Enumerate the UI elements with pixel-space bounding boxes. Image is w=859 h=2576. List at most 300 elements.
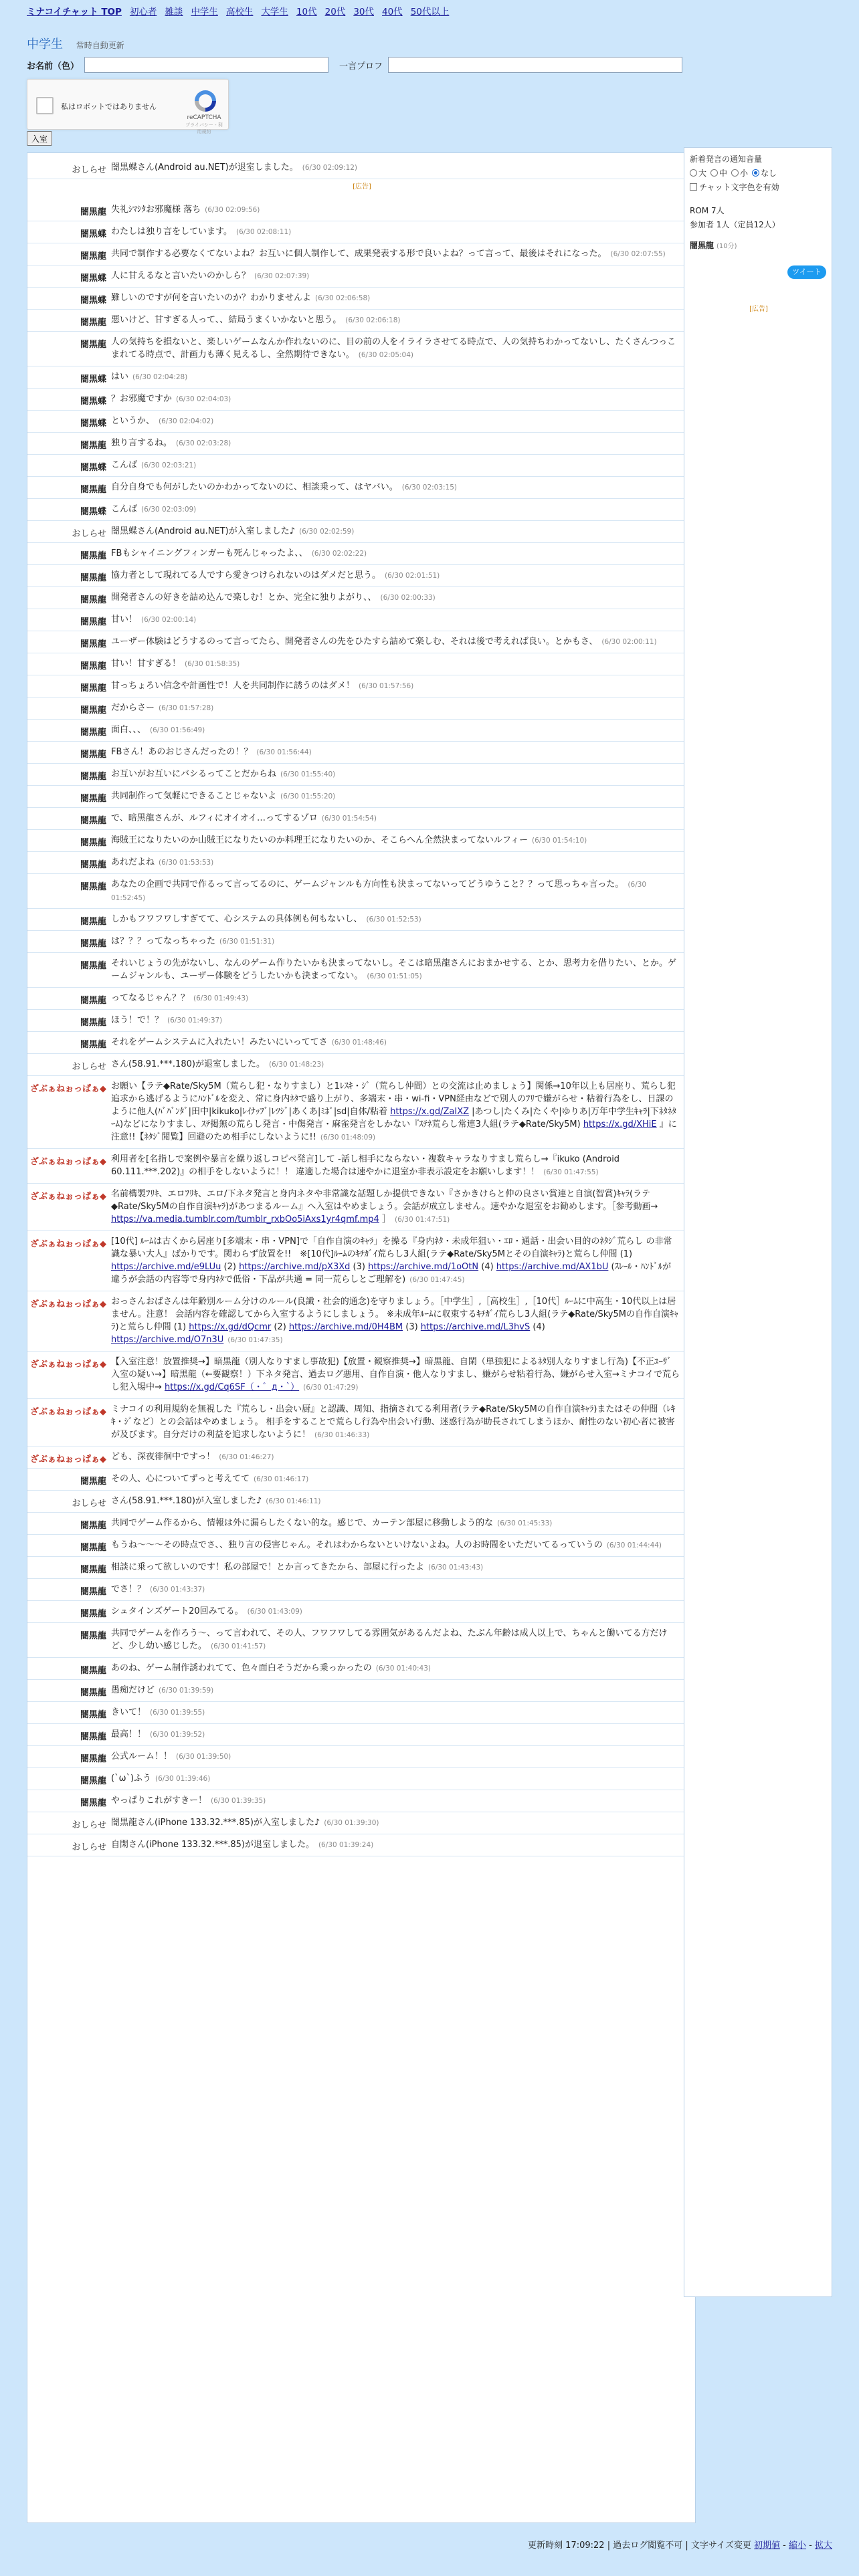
message-text: お互いがお互いにバシるってことだからね (6/30 01:55:40) bbox=[111, 769, 336, 779]
nav-link[interactable]: 20代 bbox=[324, 7, 346, 17]
system-message bbox=[27, 521, 696, 543]
volume-option-label: 中 bbox=[719, 169, 728, 178]
tweet-label: ツイート bbox=[792, 267, 822, 276]
message-author[interactable]: 闇黒龍 bbox=[80, 1543, 106, 1553]
message-timestamp: (6/30 01:47:29) bbox=[303, 1384, 359, 1392]
message-timestamp: (6/30 01:47:45) bbox=[409, 1276, 465, 1284]
message-author[interactable]: 闇黒龍 bbox=[80, 1477, 106, 1487]
message-link[interactable]: https://archive.md/O7n3U bbox=[111, 1335, 224, 1345]
message-author[interactable]: 闇黒蝶 bbox=[80, 419, 106, 429]
tweet-button[interactable] bbox=[787, 265, 826, 279]
chat-message bbox=[27, 565, 696, 587]
message-author[interactable]: 闇黒龍 bbox=[80, 772, 106, 782]
message-author[interactable]: 闇黒龍 bbox=[80, 1565, 106, 1575]
message-author[interactable]: 闇黒龍 bbox=[80, 860, 106, 870]
recaptcha-logo-icon bbox=[192, 88, 219, 114]
message-author[interactable]: 闇黒龍 bbox=[80, 573, 106, 583]
enter-room-button[interactable]: 入室 bbox=[27, 131, 52, 146]
sidebar-ad-label[interactable]: [広告] bbox=[749, 306, 768, 313]
nav-link[interactable]: 中学生 bbox=[191, 7, 218, 17]
footer-item: 過去ログ閲覧不可 bbox=[613, 2541, 683, 2551]
chat-message bbox=[27, 587, 696, 609]
system-message bbox=[27, 1812, 696, 1834]
chat-message bbox=[27, 265, 696, 288]
message-timestamp: (6/30 01:51:31) bbox=[219, 938, 275, 946]
volume-option-label: 小 bbox=[740, 169, 749, 178]
message-author: おしらせ bbox=[72, 1820, 106, 1830]
message-link[interactable]: https://archive.md/L3hvS bbox=[420, 1322, 531, 1332]
chat-message bbox=[27, 808, 696, 830]
chat-message bbox=[27, 931, 696, 953]
message-timestamp: (6/30 01:48:23) bbox=[268, 1061, 324, 1069]
message-text: 相談に乗って欲しいのです！私の部屋で！とか言ってきたから、部屋に行ったよ (6/30 01:43:43) bbox=[111, 1562, 484, 1572]
message-timestamp: (6/30 01:49:43) bbox=[193, 994, 249, 1002]
message-text: 失礼ｼﾏｼﾀお邪魔様 落ち (6/30 02:09:56) bbox=[111, 205, 260, 215]
chat-message bbox=[27, 1010, 696, 1032]
message-timestamp: (6/30 01:57:28) bbox=[159, 704, 214, 712]
message-text: というか、 (6/30 02:04:02) bbox=[111, 416, 214, 426]
message-author[interactable]: 闇黒龍 bbox=[80, 750, 106, 760]
chat-message bbox=[27, 1352, 696, 1399]
chat-message bbox=[27, 411, 696, 433]
chat-message bbox=[27, 1291, 696, 1352]
radio-icon[interactable] bbox=[731, 169, 739, 177]
font-size-link[interactable]: 初期値 bbox=[754, 2541, 781, 2551]
message-timestamp: (6/30 01:48:09) bbox=[320, 1134, 376, 1142]
message-text: 共同で制作する必要なくてないよね？お互いに個人制作して、成果発表する形で良いよね？って言って、最後はそれになった。 (6/30 02:07:55) bbox=[111, 249, 666, 259]
system-message bbox=[27, 1054, 696, 1076]
message-text: FBさん！あのおじさんだったの！？ (6/30 01:56:44) bbox=[111, 747, 312, 757]
message-author[interactable]: 闇黒龍 bbox=[80, 661, 106, 671]
message-link[interactable]: https://x.gd/Cq6SF（・゛д・`） bbox=[165, 1382, 300, 1392]
member-name: 闇黒龍 bbox=[690, 241, 714, 250]
radio-icon[interactable] bbox=[690, 169, 697, 177]
message-author: ざぶぁねぉっぱぁ◆ bbox=[30, 1192, 106, 1202]
message-text: 甘い！甘すぎる！ (6/30 01:58:35) bbox=[111, 659, 240, 669]
message-link[interactable]: https://archive.md/e9LUu bbox=[111, 1262, 221, 1272]
message-timestamp: (6/30 01:43:43) bbox=[428, 1564, 484, 1572]
entry-form bbox=[27, 57, 682, 73]
message-author[interactable]: 闇黒龍 bbox=[80, 340, 106, 350]
chat-message bbox=[27, 909, 696, 931]
message-timestamp: (6/30 01:39:50) bbox=[176, 1753, 231, 1761]
chat-color-label: チャット文字色を有効 bbox=[699, 183, 779, 192]
message-link[interactable]: https://archive.md/0H4BM bbox=[288, 1322, 403, 1332]
message-timestamp: (6/30 02:04:03) bbox=[176, 395, 231, 403]
message-text: 闇黒蝶さん(Android au.NET)が入室しました♪ (6/30 02:02:59) bbox=[111, 526, 355, 536]
profile-input[interactable] bbox=[388, 57, 682, 73]
chat-message bbox=[27, 609, 696, 631]
chat-message bbox=[27, 675, 696, 697]
message-timestamp: (6/30 02:06:58) bbox=[315, 294, 371, 302]
volume-option[interactable] bbox=[710, 167, 727, 179]
message-text: 人に甘えるなと言いたいのかしら？ (6/30 02:07:39) bbox=[111, 271, 310, 281]
message-timestamp: (6/30 02:09:12) bbox=[302, 164, 358, 172]
message-text: 【入室注意！放置推奨→】暗黒龍（別人なりすまし事故犯)【放置・観察推奨→】暗黒龍、自閑（単独犯によるﾈﾀ別人なりすまし行為)【不正ﾕｰｻﾞ入室の疑い→】暗黒龍（←要観察！）下ネタ発言、過去ログ悪用、自作自演・他人なりすまし、嫌がらせ粘着行為、嫌がらせ入室→ミナコイで荒らし犯入場中→ https://x.gd/Cq6SF（・゛д・`） (6/30 01:47:29) bbox=[111, 1357, 680, 1392]
message-text: お願い【ラテ◆Rate/Sky5M（荒らし犯・なりすまし）と1ﾚｽｷ・ｼﾞ（荒らし仲間）との交流は止めましょう】関係→10年以上も居座り、荒らし犯追求から逃げるようにﾊﾝﾄﾞﾙを変え、常に身内ﾈﾀで盛り上がり、多端末・串・wi-fi・VPN経由などで別人のﾌﾘで嫌がらせ・粘着行為をし、日課のように他人(ﾊﾞﾊﾞﾝﾀﾞ|田中|kikuko|ﾚｲﾅｯﾌﾞ|ﾚﾂｼﾞ|あくあ|ﾐﾎﾟ|sd|自体/粘着 https://x.gd/ZaIXZ |あつし|たくみ|たくや|ゆりあ|万年中学生ｷｬﾗ|下ﾈﾀﾈﾀｰﾑ)などになりすまし、ｽﾃ掲無の荒らし発言・中傷発言・麻雀発言をしかない『ｽﾃﾈ荒らし常連3人組(ラテ◆Rate/Sky5M) https://x.gd/XHiE 』に注意!!【ﾈﾀｼﾞ閲覧】回避のため相手にしないように!! (6/30 01:48:09) bbox=[111, 1081, 677, 1142]
chat-message bbox=[27, 199, 696, 221]
message-link[interactable]: https://x.gd/dQcmr bbox=[189, 1322, 272, 1332]
message-text: 公式ルーム！！ (6/30 01:39:50) bbox=[111, 1751, 231, 1761]
radio-icon[interactable] bbox=[752, 169, 759, 177]
message-text: あれだよね (6/30 01:53:53) bbox=[111, 857, 214, 867]
recaptcha-label: 私はロボットではありません bbox=[61, 102, 157, 111]
message-text: でさ！？ (6/30 01:43:37) bbox=[111, 1584, 205, 1594]
chat-message bbox=[27, 786, 696, 808]
chat-message bbox=[27, 1399, 696, 1446]
message-author[interactable]: 闇黒龍 bbox=[80, 207, 106, 217]
message-author: ざぶぁねぉっぱぁ◆ bbox=[30, 1157, 106, 1167]
message-author[interactable]: 闇黒龍 bbox=[80, 794, 106, 804]
message-timestamp: (6/30 01:47:51) bbox=[394, 1216, 450, 1224]
message-author[interactable]: 闇黒龍 bbox=[80, 1798, 106, 1808]
message-text: 自閑さん(iPhone 133.32.***.85)が退室しました。 (6/30 01:39:24) bbox=[111, 1840, 374, 1850]
message-timestamp: (6/30 01:56:44) bbox=[256, 748, 312, 756]
message-author[interactable]: 闇黒龍 bbox=[80, 939, 106, 949]
auto-update-label: 常時自動更新 bbox=[76, 41, 124, 50]
chat-message bbox=[27, 764, 696, 786]
message-author[interactable]: 闇黒龍 bbox=[80, 1688, 106, 1698]
nav-link[interactable]: 初心者 bbox=[129, 7, 157, 17]
message-author[interactable]: 闇黒龍 bbox=[80, 318, 106, 328]
chat-message bbox=[27, 1446, 696, 1469]
message-author[interactable]: 闇黒龍 bbox=[80, 1040, 106, 1050]
chat-message bbox=[27, 1658, 696, 1680]
profile-label: 一言プロフ bbox=[339, 61, 383, 72]
message-author[interactable]: 闇黒龍 bbox=[80, 251, 106, 261]
message-timestamp: (6/30 02:04:02) bbox=[159, 417, 214, 425]
nav-link[interactable]: 40代 bbox=[382, 7, 403, 17]
message-text: 共同でゲームを作ろう〜、って言われて、その人、フワフワしてる雰囲気があるんだよね、たぶん年齢は成人以上で、ちゃんと働いてる方だけど、少し幼い感じした。 (6/30 01:41:57) bbox=[111, 1628, 668, 1651]
message-author[interactable]: 闇黒龍 bbox=[80, 996, 106, 1006]
message-timestamp: (6/30 01:40:43) bbox=[375, 1665, 432, 1673]
message-text: こんば (6/30 02:03:21) bbox=[111, 460, 197, 470]
nav-link[interactable]: 50代以上 bbox=[410, 7, 450, 17]
message-text: 自分自身でも何がしたいのかわかってないのに、相談乗って、はヤバい。 (6/30 02:03:15) bbox=[111, 482, 458, 492]
chat-message bbox=[27, 631, 696, 653]
message-text: 甘っちょろい信念や計画性で！人を共同制作に誘うのはダメ！ (6/30 01:57:56) bbox=[111, 681, 414, 691]
message-author[interactable]: 闇黒龍 bbox=[80, 1587, 106, 1597]
chat-message bbox=[27, 1724, 696, 1746]
font-size-link[interactable]: 縮小 bbox=[789, 2541, 807, 2551]
member-item[interactable] bbox=[690, 239, 826, 251]
message-timestamp: (6/30 01:39:59) bbox=[159, 1687, 214, 1695]
message-author[interactable]: 闇黒龍 bbox=[80, 728, 106, 738]
message-text: こんば (6/30 02:03:09) bbox=[111, 504, 197, 514]
volume-option[interactable] bbox=[690, 167, 706, 179]
message-text: 名前構製ﾌﾘｷ、エロﾌﾘｷ、エロ/下ネタ発言と身内ネタや非常識な話題しか提供できない『さかきけらと仲の良さい賞連と自演(智賞)ｷｬﾗ(ラテ◆Rate/Sky5Mの自作自演ｷｬﾗ)があつまるルーム』へ入室はやめましょう。会話が成立しません。速やかな退室をお勧めします。［参考動画→ https://va.media.tumblr.com/tumblr_rxbOo5iAxs1yr4qmf.mp4 ］ (6/30 01:47:51) bbox=[111, 1189, 658, 1224]
nav-link[interactable]: 10代 bbox=[296, 7, 317, 17]
chat-message bbox=[27, 1746, 696, 1768]
message-author: おしらせ bbox=[72, 1842, 106, 1852]
message-author[interactable]: 闇黒蝶 bbox=[80, 274, 106, 284]
volume-option[interactable] bbox=[731, 167, 748, 179]
message-timestamp: (6/30 01:55:40) bbox=[280, 770, 336, 778]
message-author[interactable]: 闇黒龍 bbox=[80, 1521, 106, 1531]
sidebar bbox=[684, 147, 832, 2297]
message-text: 闇黒龍さん(iPhone 133.32.***.85)が入室しました♪ (6/30 01:39:30) bbox=[111, 1818, 379, 1828]
volume-option[interactable] bbox=[752, 167, 777, 179]
chat-message bbox=[27, 1768, 696, 1790]
footer-item: 文字サイズ変更 bbox=[690, 2541, 751, 2551]
radio-icon[interactable] bbox=[710, 169, 718, 177]
volume-option-label: なし bbox=[761, 169, 777, 178]
chat-message bbox=[27, 874, 696, 909]
chat-message bbox=[27, 1513, 696, 1535]
message-author[interactable]: 闇黒龍 bbox=[80, 1666, 106, 1676]
message-link[interactable]: https://archive.md/AX1bU bbox=[496, 1262, 609, 1272]
message-timestamp: (6/30 02:06:18) bbox=[345, 316, 401, 324]
message-timestamp: (6/30 01:55:20) bbox=[280, 792, 336, 800]
message-text: しかもフワフワしすぎてて、心システムの具体例も何もないし、 (6/30 01:52:53) bbox=[111, 914, 421, 924]
message-text: 海賊王になりたいのか山賊王になりたいのか料理王になりたいのか、そこらへん全然決まってないルフィー (6/30 01:54:10) bbox=[111, 835, 587, 845]
chat-message bbox=[27, 389, 696, 411]
message-timestamp: (6/30 01:58:35) bbox=[185, 660, 240, 668]
message-author[interactable]: 闇黒蝶 bbox=[80, 463, 106, 473]
message-author: おしらせ bbox=[72, 165, 106, 175]
message-author: ざぶぁねぉっぱぁ◆ bbox=[30, 1299, 106, 1309]
message-author[interactable]: 闇黒龍 bbox=[80, 683, 106, 693]
message-text: わたしは独り言をしています。 (6/30 02:08:11) bbox=[111, 227, 292, 237]
message-author[interactable]: 闇黒龍 bbox=[80, 961, 106, 971]
message-text: 共同制作って気軽にできることじゃないよ (6/30 01:55:20) bbox=[111, 791, 336, 801]
chat-message bbox=[27, 1557, 696, 1579]
nav-link[interactable]: ミナコイチャット TOP bbox=[27, 7, 122, 17]
chat-message bbox=[27, 953, 696, 988]
message-author[interactable]: 闇黒龍 bbox=[80, 882, 106, 892]
message-author: おしらせ bbox=[72, 1062, 106, 1072]
message-text: それいじょうの先がないし、なんのゲーム作りたいかも決まってないし。そこは暗黒龍さんにおまかせする、とか、思考力を借りたい、とか。ゲームジャンルも、ユーザー体験をどうしたいかも決まってない。 (6/30 01:51:05) bbox=[111, 958, 677, 981]
system-message bbox=[27, 1834, 696, 1856]
message-text: その人、心についてずっと考えてて (6/30 01:46:17) bbox=[111, 1474, 309, 1484]
message-author[interactable]: 闇黒龍 bbox=[80, 639, 106, 649]
updated-time: 更新時刻 17:09:22 bbox=[528, 2541, 605, 2551]
message-author[interactable]: 闇黒龍 bbox=[80, 595, 106, 605]
chat-message bbox=[27, 1680, 696, 1702]
rom-count: ROM 7人 bbox=[690, 206, 725, 215]
message-author[interactable]: 闇黒蝶 bbox=[80, 397, 106, 407]
chat-message bbox=[27, 288, 696, 310]
message-text: さん(58.91.***.180)が入室しました♪ (6/30 01:46:11) bbox=[111, 1496, 321, 1506]
message-text: 甘い！ (6/30 02:00:14) bbox=[111, 615, 197, 625]
message-author[interactable]: 闇黒龍 bbox=[80, 1018, 106, 1028]
recaptcha-terms[interactable]: プライバシー - 利用規約 bbox=[185, 122, 223, 134]
message-timestamp: (6/30 02:03:21) bbox=[141, 461, 197, 469]
chat-message bbox=[27, 221, 696, 243]
message-timestamp: (6/30 01:52:53) bbox=[366, 916, 421, 924]
message-text: ？お邪魔ですか (6/30 02:04:03) bbox=[111, 394, 231, 404]
message-author[interactable]: 闇黒蝶 bbox=[80, 374, 106, 385]
message-text: は？？？ってなっちゃった (6/30 01:51:31) bbox=[111, 936, 275, 946]
top-nav bbox=[27, 4, 449, 17]
message-timestamp: (6/30 02:04:28) bbox=[132, 373, 188, 381]
recaptcha-brand: reCAPTCHA bbox=[187, 114, 221, 121]
chat-message bbox=[27, 1231, 696, 1291]
nav-link[interactable]: 30代 bbox=[353, 7, 374, 17]
message-text: ユーザー体験はどうするのって言ってたら、開発者さんの先をひたすら詰めて楽しむ、それは後で考えれば良い。とかもさ、 (6/30 02:00:11) bbox=[111, 637, 657, 647]
message-text: 最高！！ (6/30 01:39:52) bbox=[111, 1729, 205, 1739]
message-timestamp: (6/30 02:02:59) bbox=[299, 528, 355, 536]
recaptcha-checkbox[interactable] bbox=[36, 97, 54, 114]
message-text: 悪いけど、甘すぎる人って、、結局うまくいかないと思う。 (6/30 02:06:18) bbox=[111, 315, 401, 325]
message-text: ミナコイの利用規約を無視した『荒らし・出会い厨』と認識、周知、指摘されてる利用者(ラテ◆Rate/Sky5Mの自作自演ｷｬﾗ)またはその仲間（ﾚｷｷ・ｼﾞなど）との会話はやめましょう。 相手をすることで荒らし行為や出会い行動、迷惑行為が助長されてしまうほか、耐性のない初心者に被害が及びます。自分だけの利益を追求しないように！ (6/30 01:46:33) bbox=[111, 1404, 676, 1440]
message-author: ざぶぁねぉっぱぁ◆ bbox=[30, 1455, 106, 1465]
message-text: 協力者として現れてる人ですら愛きつけられないのはダメだと思う。 (6/30 02:01:51) bbox=[111, 570, 440, 580]
chat-message bbox=[27, 1601, 696, 1623]
message-text: (`ω`)ふう (6/30 01:39:46) bbox=[111, 1774, 211, 1784]
message-timestamp: (6/30 01:52:45) bbox=[111, 881, 647, 902]
message-text: [10代] ﾙｰﾑは古くから居座り[多端末・串・VPN]で「自作自演のｷｬﾗ」を操る『身内ﾈﾀ・未成年狙い・ｴﾛ・通話・出会い目的のﾈﾀｼﾞ荒らし の非常識な暴い大人』ばかりです。関わらず放置を!! ※[10代]ﾙｰﾑのｷﾁｶﾞｲ荒らし3人組(ラテ◆Rate/Sky5Mとその自演ｷｬﾗ)と荒らし仲間 (1) https://archive.md/e9LUu (2) https://archive.md/pX3Xd (3) https://archive.md/1oOtN (4) https://archive.md/AX1bU (ｽﾚｰﾙ・ﾊﾝﾄﾞﾙが違うが会話の内容等で身内ﾈﾀで低俗・下品が共通 = 同一荒らしとご理解を) (6/30 01:47:45) bbox=[111, 1237, 672, 1285]
message-timestamp: (6/30 02:00:11) bbox=[601, 638, 657, 646]
chat-message bbox=[27, 332, 696, 366]
message-timestamp: (6/30 02:03:09) bbox=[141, 506, 197, 514]
volume-option-label: 大 bbox=[698, 169, 707, 178]
chat-message bbox=[27, 1579, 696, 1601]
message-timestamp: (6/30 01:39:46) bbox=[155, 1775, 211, 1783]
message-author[interactable]: 闇黒蝶 bbox=[80, 296, 106, 306]
message-timestamp: (6/30 01:46:11) bbox=[266, 1497, 321, 1505]
chat-message bbox=[27, 988, 696, 1010]
message-timestamp: (6/30 02:09:56) bbox=[205, 206, 260, 214]
message-text: 利用者を[名指しで案例や暴言を繰り返しコピペ発言]して -話し相手にならない・複数キャラなりすまし荒らし→『ikuko (Android 60.111.***.202)』の相手をしないように！！ 違適した場合は速やかに退室か非表示設定をお願いします！！ (6/30 01:47:55) bbox=[111, 1154, 620, 1177]
message-author[interactable]: 闇黒龍 bbox=[80, 441, 106, 451]
message-timestamp: (6/30 02:00:14) bbox=[141, 616, 197, 624]
message-author[interactable]: 闇黒龍 bbox=[80, 838, 106, 848]
nav-link[interactable]: 高校生 bbox=[225, 7, 254, 17]
message-author[interactable]: 闇黒龍 bbox=[80, 706, 106, 716]
message-author[interactable]: 闇黒龍 bbox=[80, 816, 106, 826]
chat-color-checkbox[interactable] bbox=[690, 183, 697, 191]
message-text: それをゲームシステムに入れたい！みたいにいっててさ (6/30 01:48:46) bbox=[111, 1037, 387, 1047]
message-author[interactable]: 闇黒蝶 bbox=[80, 229, 106, 239]
message-timestamp: (6/30 01:54:10) bbox=[531, 837, 587, 845]
message-text: 独り言するね。 (6/30 02:03:28) bbox=[111, 438, 231, 448]
message-text: さん(58.91.***.180)が退室しました。 (6/30 01:48:23) bbox=[111, 1059, 324, 1069]
message-link[interactable]: https://archive.md/1oOtN bbox=[368, 1262, 479, 1272]
message-text: シュタインズゲート20回みてる。 (6/30 01:43:09) bbox=[111, 1606, 302, 1616]
message-text: あなたの企画で共同で作るって言ってるのに、ゲームジャンルも方向性も決まってないってどうゆうこと？？って思っちゃ言った。 (6/30 01:52:45) bbox=[111, 879, 647, 902]
message-link[interactable]: https://va.media.tumblr.com/tumblr_rxbOo5iAxs1yr4qmf.mp4 bbox=[111, 1214, 379, 1224]
chat-message bbox=[27, 1623, 696, 1658]
system-message bbox=[27, 157, 696, 179]
message-link[interactable]: https://x.gd/ZaIXZ bbox=[390, 1107, 470, 1117]
chat-message bbox=[27, 310, 696, 332]
member-count: 参加者 1人（定員12人） bbox=[690, 220, 780, 229]
message-author: おしらせ bbox=[72, 1499, 106, 1509]
chat-message bbox=[27, 1032, 696, 1054]
chat-message bbox=[27, 477, 696, 499]
message-text: 難しいのですが何を言いたいのか？わかりませんよ (6/30 02:06:58) bbox=[111, 293, 371, 303]
message-text: やっぱりこれがすきー！ (6/30 01:39:35) bbox=[111, 1796, 266, 1806]
message-link[interactable]: https://archive.md/pX3Xd bbox=[239, 1262, 351, 1272]
message-author[interactable]: 闇黒龍 bbox=[80, 1754, 106, 1764]
message-text: ほう！で！？ (6/30 01:49:37) bbox=[111, 1015, 223, 1025]
message-timestamp: (6/30 01:39:30) bbox=[324, 1819, 379, 1827]
message-timestamp: (6/30 01:48:46) bbox=[331, 1039, 387, 1047]
name-input[interactable] bbox=[84, 57, 328, 73]
message-timestamp: (6/30 01:47:55) bbox=[543, 1168, 599, 1176]
message-timestamp: (6/30 01:39:24) bbox=[318, 1841, 374, 1849]
chat-message bbox=[27, 366, 696, 389]
nav-link[interactable]: 雑談 bbox=[165, 7, 183, 17]
message-author[interactable]: 闇黒龍 bbox=[80, 1732, 106, 1742]
message-timestamp: (6/30 01:39:55) bbox=[150, 1709, 205, 1717]
message-text: ってなるじゃん？？ (6/30 01:49:43) bbox=[111, 993, 249, 1003]
message-author: ざぶぁねぉっぱぁ◆ bbox=[30, 1360, 106, 1370]
chat-log bbox=[27, 152, 696, 2523]
message-timestamp: (6/30 01:46:17) bbox=[253, 1475, 309, 1483]
chat-message bbox=[27, 433, 696, 455]
message-author[interactable]: 闇黒龍 bbox=[80, 485, 106, 495]
message-timestamp: (6/30 01:56:49) bbox=[150, 726, 205, 734]
message-timestamp: (6/30 01:43:09) bbox=[247, 1608, 302, 1616]
message-timestamp: (6/30 01:43:37) bbox=[150, 1586, 205, 1594]
member-time: (10分) bbox=[717, 243, 737, 250]
message-timestamp: (6/30 01:44:44) bbox=[606, 1541, 662, 1549]
chat-message bbox=[27, 455, 696, 477]
chat-message bbox=[27, 1184, 696, 1231]
message-author[interactable]: 闇黒龍 bbox=[80, 917, 106, 927]
notify-volume-label: 新着発言の通知音量 bbox=[690, 154, 763, 164]
message-text: もうね〜〜〜その時点でさ、、独り言の侵害じゃん。それはわからないといけないよね。人のお時間をいただいてるっていうの (6/30 01:44:44) bbox=[111, 1540, 662, 1550]
message-author[interactable]: 闇黒龍 bbox=[80, 1631, 106, 1641]
message-timestamp: (6/30 02:02:22) bbox=[311, 550, 367, 558]
system-message bbox=[27, 1491, 696, 1513]
message-text: FBもシャイニングフィンガーも死んじゃったよ、、 (6/30 02:02:22) bbox=[111, 548, 367, 558]
message-timestamp: (6/30 02:03:28) bbox=[176, 439, 231, 447]
recaptcha-widget bbox=[27, 79, 229, 134]
message-timestamp: (6/30 01:39:52) bbox=[150, 1731, 205, 1739]
chat-message bbox=[27, 742, 696, 764]
chat-message bbox=[27, 1790, 696, 1812]
message-author[interactable]: 闇黒龍 bbox=[80, 1776, 106, 1786]
nav-link[interactable]: 大学生 bbox=[261, 7, 288, 17]
footer: 更新時刻 17:09:22 | 過去ログ閲覧不可 | 文字サイズ変更 初期値 - 縮小 - 拡大 bbox=[528, 2541, 832, 2551]
chat-color-option[interactable] bbox=[690, 181, 826, 193]
message-timestamp: (6/30 01:51:05) bbox=[367, 972, 422, 980]
name-label: お名前（色） bbox=[27, 61, 80, 72]
message-text: 面白、、、 (6/30 01:56:49) bbox=[111, 725, 205, 735]
message-timestamp: (6/30 02:01:51) bbox=[385, 572, 440, 580]
message-timestamp: (6/30 02:03:15) bbox=[401, 484, 458, 492]
message-timestamp: (6/30 02:07:39) bbox=[254, 272, 310, 280]
volume-options bbox=[690, 167, 826, 179]
ad-label[interactable]: [広告] bbox=[353, 183, 371, 191]
message-author[interactable]: 闇黒龍 bbox=[80, 1710, 106, 1720]
chat-message bbox=[27, 499, 696, 521]
message-timestamp: (6/30 02:05:04) bbox=[358, 351, 414, 359]
message-author[interactable]: 闇黒龍 bbox=[80, 617, 106, 627]
chat-message bbox=[27, 1535, 696, 1557]
message-timestamp: (6/30 01:39:35) bbox=[211, 1797, 266, 1805]
message-text: 人の気持ちを損ないと、楽しいゲームなんか作れないのに、目の前の人をイライラさせてる時点で、人の気持ちわかってないし、たくさんつっこまれてる時点で、計画力も薄く見えるし、全然期待できない。 (6/30 02:05:04) bbox=[111, 337, 676, 360]
message-link[interactable]: https://x.gd/XHiE bbox=[583, 1119, 657, 1130]
message-timestamp: (6/30 01:49:37) bbox=[167, 1016, 223, 1025]
chat-message bbox=[27, 543, 696, 565]
message-text: ども、深夜徘徊中ですっ！ (6/30 01:46:27) bbox=[111, 1452, 274, 1462]
message-author[interactable]: 闇黒龍 bbox=[80, 1609, 106, 1619]
message-author: ざぶぁねぉっぱぁ◆ bbox=[30, 1407, 106, 1417]
message-text: 愚痴だけど (6/30 01:39:59) bbox=[111, 1685, 214, 1695]
chat-message bbox=[27, 720, 696, 742]
message-text: だからさー (6/30 01:57:28) bbox=[111, 703, 214, 713]
room-title bbox=[27, 35, 124, 52]
font-size-link[interactable]: 拡大 bbox=[814, 2541, 832, 2551]
message-author[interactable]: 闇黒龍 bbox=[80, 551, 106, 561]
chat-message bbox=[27, 1076, 696, 1149]
message-author[interactable]: 闇黒蝶 bbox=[80, 507, 106, 517]
chat-message bbox=[27, 243, 696, 265]
